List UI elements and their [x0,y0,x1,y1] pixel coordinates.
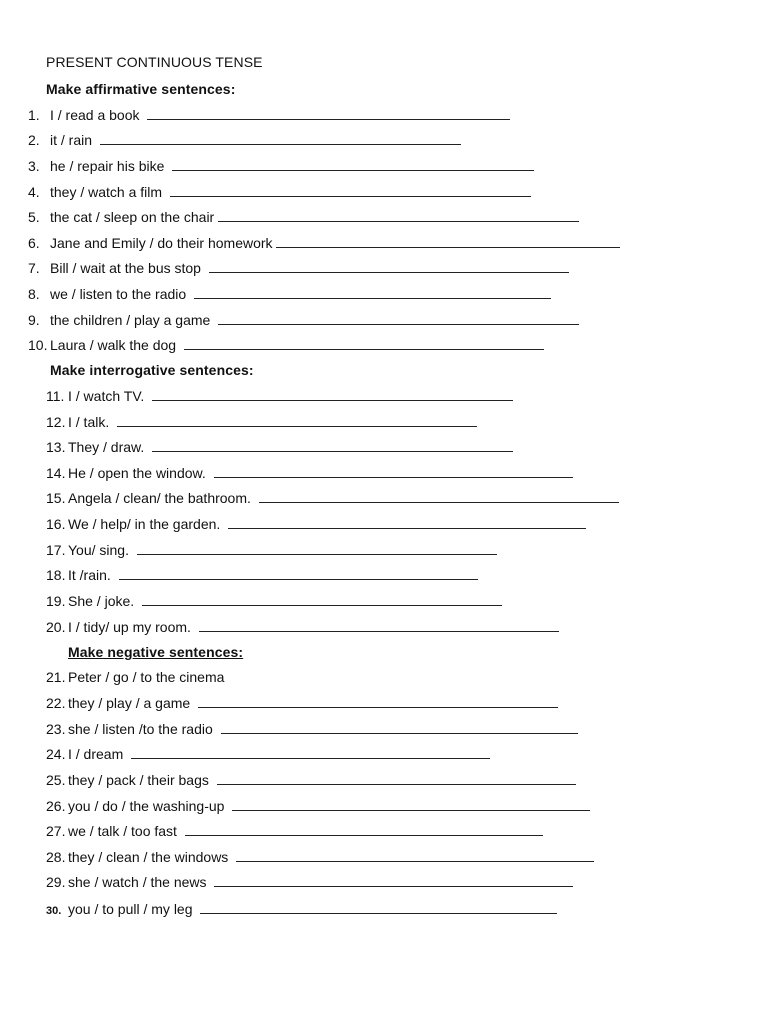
item-number: 6. [28,235,40,251]
heading-affirmative: Make affirmative sentences: [46,81,236,97]
item-prompt: they / play / a game [68,695,191,711]
exercise-item [46,822,543,840]
exercise-item [28,285,551,303]
answer-line[interactable] [221,721,578,734]
item-prompt: I / tidy/ up my room. [68,619,191,635]
item-prompt: It /rain. [68,567,111,583]
answer-line[interactable] [100,132,461,145]
item-number: 22. [46,695,66,711]
item-prompt: You/ sing. [68,542,129,558]
item-number: 3. [28,158,40,174]
answer-line[interactable] [184,337,544,350]
exercise-item [28,183,531,201]
item-prompt: Angela / clean/ the bathroom. [68,490,251,506]
item-number: 21. [46,669,66,685]
item-prompt: you / do / the washing-up [68,798,225,814]
answer-line[interactable] [214,874,573,887]
answer-line[interactable] [198,695,558,708]
item-number: 11. [46,388,65,404]
answer-line[interactable] [209,260,569,273]
exercise-item [46,413,477,431]
exercise-item [28,131,461,149]
item-prompt: He / open the window. [68,465,206,481]
answer-line[interactable] [218,209,579,222]
answer-line[interactable] [199,619,559,632]
heading-interrogative: Make interrogative sentences: [50,362,254,378]
item-prompt: Jane and Emily / do their homework [50,235,273,251]
item-number: 23. [46,721,66,737]
answer-line[interactable] [194,286,551,299]
item-number: 7. [28,260,40,276]
exercise-item [46,797,590,815]
item-number: 9. [28,312,40,328]
item-number: 8. [28,286,40,302]
item-prompt: they / pack / their bags [68,772,209,788]
answer-line[interactable] [218,312,579,325]
answer-line[interactable] [152,388,513,401]
item-prompt: I / dream [68,746,124,762]
answer-line[interactable] [214,465,573,478]
exercise-item [46,720,578,738]
answer-line[interactable] [276,235,620,248]
item-prompt: the children / play a game [50,312,211,328]
answer-line[interactable] [200,901,557,914]
item-prompt: She / joke. [68,593,135,609]
exercise-item [46,592,502,610]
item-number: 25. [46,772,66,788]
item-number: 24. [46,746,66,762]
item-number: 13. [46,439,66,455]
exercise-item [46,464,573,482]
exercise-item [46,848,594,866]
answer-line[interactable] [170,184,531,197]
item-number: 4. [28,184,40,200]
item-number: 2. [28,132,40,148]
item-number: 26. [46,798,66,814]
item-number: 1. [28,107,40,123]
item-prompt: the cat / sleep on the chair [50,209,215,225]
answer-line[interactable] [259,490,619,503]
item-number: 15. [46,490,66,506]
exercise-item [46,694,558,712]
item-prompt: it / rain [50,132,93,148]
item-number: 10. [28,337,48,353]
item-number: 18. [46,567,66,583]
answer-line[interactable] [172,158,534,171]
item-prompt: they / watch a film [50,184,163,200]
item-prompt: Peter / go / to the cinema [68,669,225,685]
item-prompt: she / listen /to the radio [68,721,213,737]
item-prompt: she / watch / the news [68,874,207,890]
exercise-item [28,336,544,354]
heading-negative: Make negative sentences: [68,644,244,660]
item-number: 17. [46,542,66,558]
exercise-item [46,566,478,584]
exercise-item [46,387,513,405]
page-title: PRESENT CONTINUOUS TENSE [46,54,263,70]
answer-line[interactable] [131,746,490,759]
exercise-item [28,311,579,329]
item-number: 16. [46,516,66,532]
exercise-item [46,438,513,456]
exercise-item [28,106,510,124]
item-prompt: you / to pull / my leg [68,901,193,917]
item-number: 12. [46,414,66,430]
item-number: 5. [28,209,40,225]
item-prompt: we / talk / too fast [68,823,177,839]
item-prompt: I / watch TV. [68,388,145,404]
answer-line[interactable] [236,849,594,862]
exercise-item [28,234,620,252]
exercise-item [46,489,619,507]
answer-line[interactable] [147,107,510,120]
item-prompt: Laura / walk the dog [50,337,177,353]
item-prompt: they / clean / the windows [68,849,229,865]
item-number: 29. [46,874,66,890]
item-prompt: We / help/ in the garden. [68,516,221,532]
item-number: 27. [46,823,66,839]
exercise-item [46,873,573,891]
exercise-item [28,259,569,277]
exercise-item [46,900,557,920]
answer-line[interactable] [185,823,543,836]
item-number: 30. [46,905,62,917]
item-number: 20. [46,619,66,635]
answer-line[interactable] [142,593,502,606]
exercise-item [28,208,579,226]
answer-line[interactable] [117,414,477,427]
exercise-item [46,771,576,789]
exercise-item [46,515,586,533]
exercise-item [46,668,224,686]
item-prompt: Bill / wait at the bus stop [50,260,201,276]
item-prompt: I / talk. [68,414,110,430]
answer-line[interactable] [137,542,497,555]
exercise-item [46,618,559,636]
exercise-item [46,541,497,559]
answer-line[interactable] [228,516,586,529]
exercise-item [28,157,534,175]
item-number: 14. [46,465,66,481]
item-prompt: They / draw. [68,439,145,455]
item-prompt: he / repair his bike [50,158,165,174]
item-number: 19. [46,593,66,609]
answer-line[interactable] [119,567,478,580]
item-number: 28. [46,849,66,865]
answer-line[interactable] [232,798,590,811]
exercise-item [46,745,490,763]
item-prompt: we / listen to the radio [50,286,187,302]
answer-line[interactable] [152,439,513,452]
answer-line[interactable] [217,772,576,785]
item-prompt: I / read a book [50,107,140,123]
